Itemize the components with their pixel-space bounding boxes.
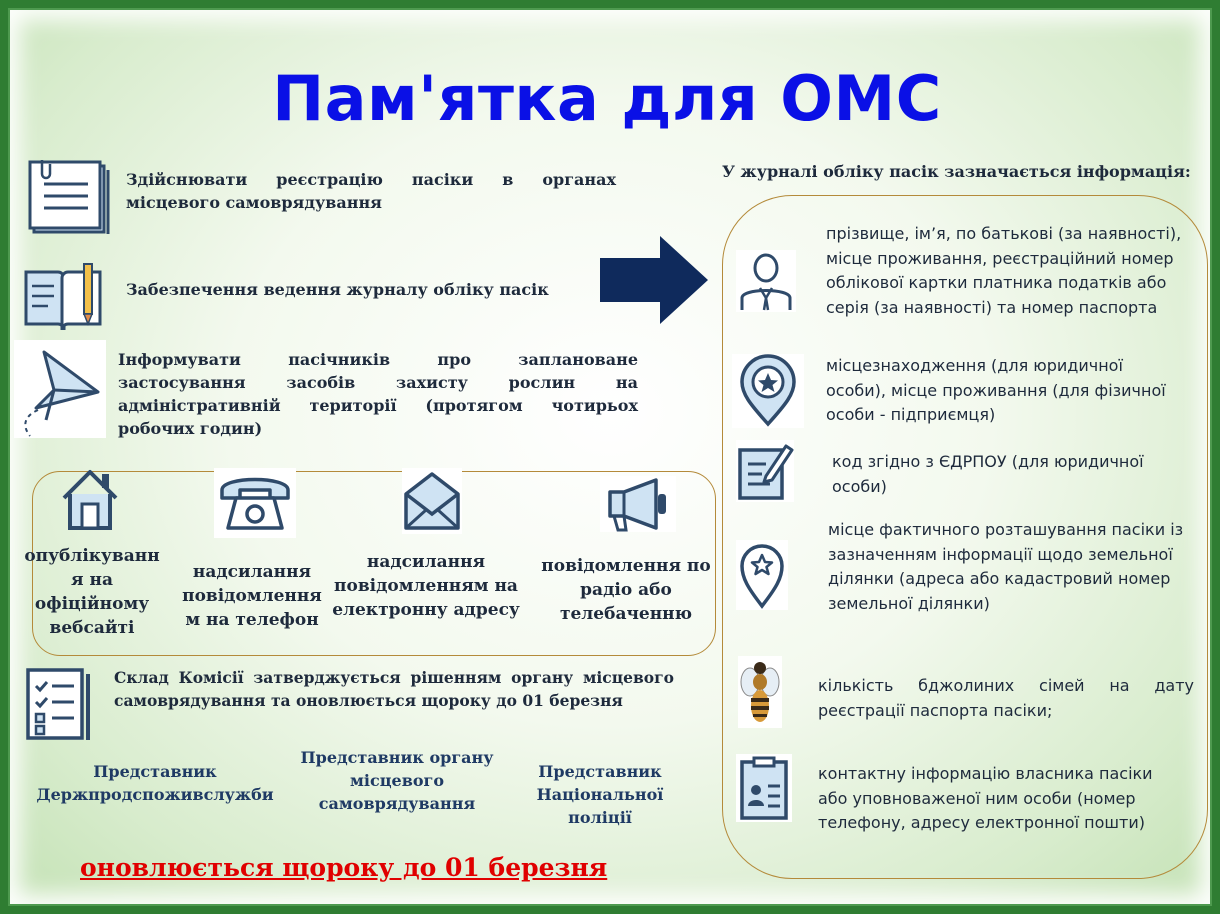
journal-item-bee-colonies: кількість бджолиних сімей на дату реєстрації паспорта пасіки; [818,676,1194,720]
map-pin-star-icon [736,540,788,610]
journal-item-apiary-site: місце фактичного розташування пасіки із зазначенням інформації щодо земельної ділянки (адреса або кадастровий номер земельної ділянки) [828,520,1184,613]
left-item-inform: Інформувати пасічників про заплановане застосування засобів захисту рослин на адміністративній території (протягом чотирьох робочих годин) [118,350,638,438]
journal-book-icon [22,260,104,334]
channel-phone: надсилання повідомлення м на телефон [182,562,322,630]
envelope-icon [402,468,462,534]
right-arrow-icon [598,234,710,326]
location-star-icon [732,354,804,428]
journal-item-location: місцезнаходження (для юридичної особи), місце проживання (для фізичної особи - підприємця) [826,356,1166,424]
edit-document-icon [736,440,794,502]
channel-website: опублікуванн я на офіційному вебсайті [24,546,160,638]
bee-icon [738,656,782,728]
contact-card-icon [736,754,792,822]
page-title: Пам'ятка для ОМС [272,62,942,135]
rep-police: Представник Національної поліції [536,762,664,827]
journal-item-owner: прізвище, ім’я, по батькові (за наявності), місце проживання, реєстраційний номер облікової картки платника податків або серія (за наявності) та номер паспорта [826,224,1182,317]
left-item-registration: Здійснювати реєстрацію пасіки в органах місцевого самоврядування [126,170,616,212]
left-item-journal: Забезпечення ведення журналу обліку пасік [126,280,549,299]
document-stack-icon [22,158,118,238]
footer-note: оновлюється щороку до 01 березня [80,853,608,882]
channel-email: надсилання повідомленням на електронну адресу [332,552,520,620]
megaphone-icon [600,476,676,532]
poster-frame [8,8,1212,906]
channel-radio-tv: повідомлення по радіо або телебаченню [541,556,711,624]
rep-food-service: Представник Держпродспоживслужби [36,762,274,804]
rep-local-government: Представник органу місцевого самоврядування [300,748,494,813]
commission-text: Склад Комісії затверджується рішенням органу місцевого самоврядування та оновлюється щороку до 01 березня [114,668,674,710]
journal-info-heading: У журналі обліку пасік зазначається інформація: [722,162,1191,181]
journal-item-contact: контактну інформацію власника пасіки або уповноваженої ним особи (номер телефону, адресу електронної пошти) [818,764,1153,832]
journal-item-edrpou: код згідно з ЄДРПОУ (для юридичної особи) [832,452,1144,496]
paper-plane-icon [14,340,106,438]
person-icon [736,250,796,312]
phone-icon [214,468,296,538]
checklist-icon [24,666,92,744]
house-icon [58,466,122,532]
